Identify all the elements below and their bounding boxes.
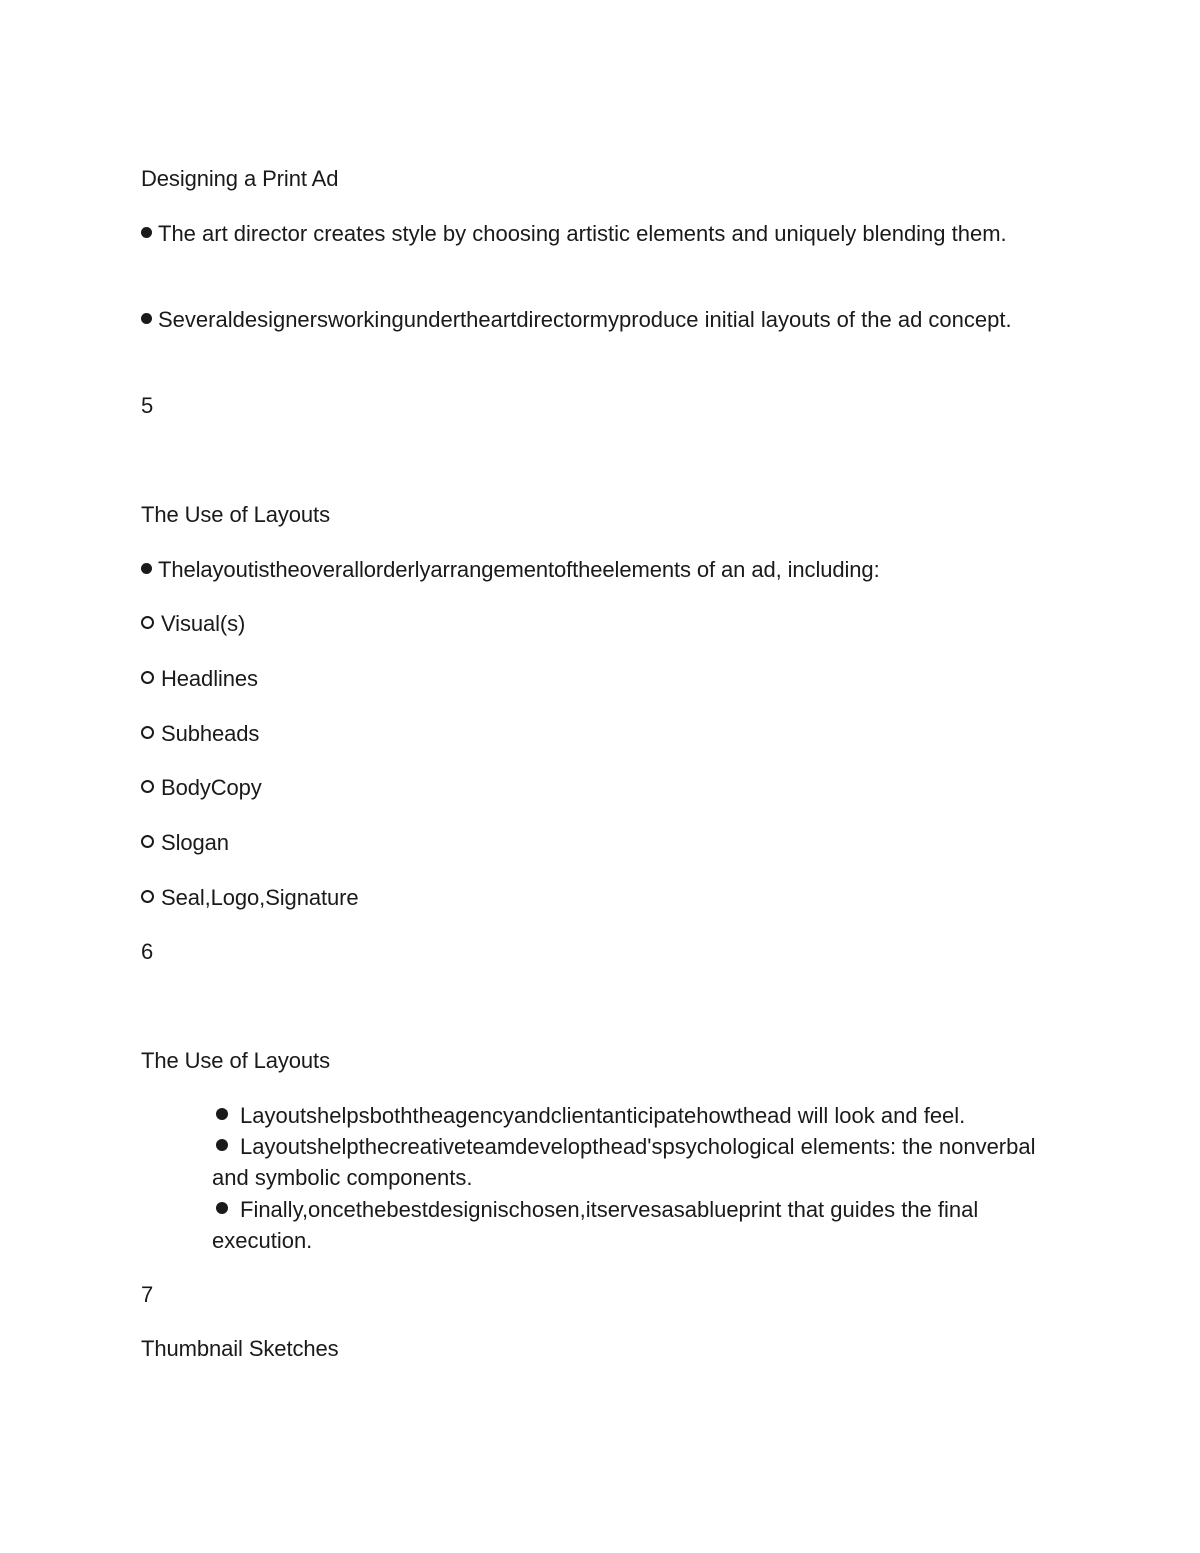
bullet-icon [216, 1202, 228, 1214]
circle-bullet-icon [141, 671, 154, 684]
sub-list-item [141, 663, 258, 694]
section-title: The Use of Layouts [141, 1048, 330, 1073]
bullet-text: The art director creates style by choosing artistic elements and uniquely blending them. [158, 221, 1007, 246]
bullet-item [212, 1100, 1042, 1131]
bullet-icon [216, 1139, 228, 1151]
bullet-item [212, 1194, 1042, 1256]
sub-item-text: Headlines [161, 666, 258, 691]
bullet-icon [141, 227, 152, 238]
circle-bullet-icon [141, 835, 154, 848]
bullet-icon [141, 563, 152, 574]
sub-list-item [141, 718, 259, 749]
sub-item-text: BodyCopy [161, 775, 262, 800]
circle-bullet-icon [141, 890, 154, 903]
bullet-text: Layoutshelpsboththeagencyandclientanticipatehowthead will look and feel. [240, 1103, 966, 1128]
circle-bullet-icon [141, 780, 154, 793]
sub-list-item [141, 608, 245, 639]
sub-item-text: Subheads [161, 721, 260, 746]
page-number: 7 [141, 1282, 154, 1307]
page-number: 5 [141, 393, 154, 418]
bullet-icon [216, 1108, 228, 1120]
page-number: 6 [141, 939, 154, 964]
sub-list-item [141, 772, 262, 803]
bullet-text: Layoutshelpthecreativeteamdevelopthead'spsychological elements: the nonverbal and symbolic components. [212, 1134, 1036, 1190]
bullet-text: Severaldesignersworkingundertheartdirectormyproduce initial layouts of the ad concept. [158, 307, 1012, 332]
sub-item-text: Slogan [161, 830, 229, 855]
section-title: Thumbnail Sketches [141, 1336, 339, 1361]
sub-list-item [141, 827, 229, 858]
section-title: Designing a Print Ad [141, 166, 339, 191]
bullet-icon [141, 313, 152, 324]
bullet-item [141, 554, 880, 585]
section-title: The Use of Layouts [141, 502, 330, 527]
circle-bullet-icon [141, 726, 154, 739]
bullet-text: Finally,oncethebestdesignischosen,itservesasablueprint that guides the final execution. [212, 1197, 979, 1253]
bullet-item [141, 304, 1021, 335]
circle-bullet-icon [141, 616, 154, 629]
sub-item-text: Seal,Logo,Signature [161, 885, 359, 910]
bullet-text: Thelayoutistheoverallorderlyarrangementoftheelements of an ad, including: [158, 557, 880, 582]
bullet-item [212, 1131, 1042, 1193]
sub-item-text: Visual(s) [161, 611, 246, 636]
bullet-item [141, 218, 1021, 249]
sub-list-item [141, 882, 358, 913]
